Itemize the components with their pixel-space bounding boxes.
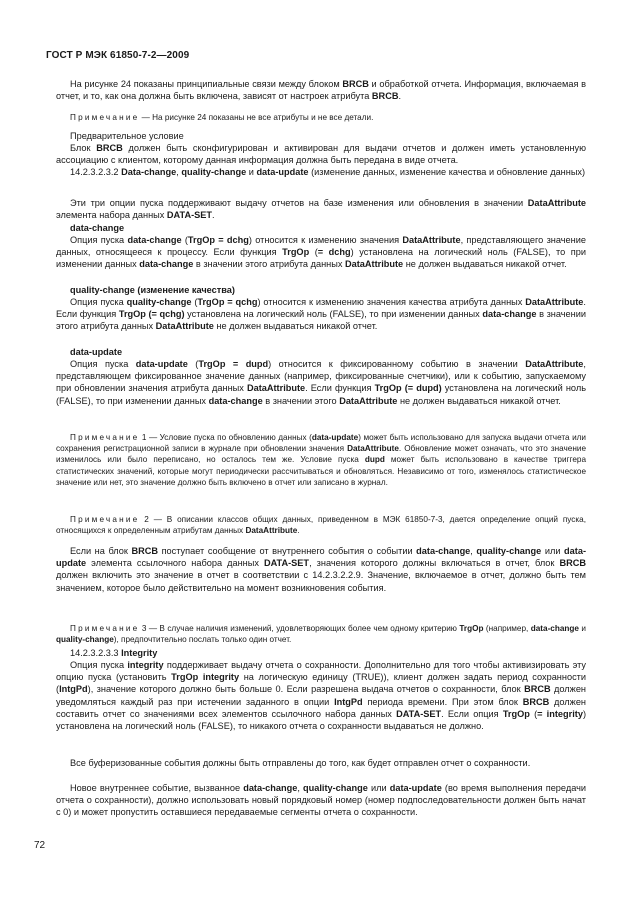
intro-paragraph: На рисунке 24 показаны принципиальные связи между блоком BRCB и обработкой отчета. Информация, включаемая в отчет, и то, как она должна быть включена, зависят от настроек атрибута BRCB. [56, 79, 586, 102]
section-14-2-3-2-3-2-heading: 14.2.3.2.3.2 Data-change, quality-change и data-update (изменение данных, изменение качества и обновление данных) [70, 167, 586, 177]
precondition-heading: Предварительное условие [70, 131, 184, 141]
section-14-2-3-2-3-3-heading: 14.2.3.2.3.3 Integrity [70, 648, 158, 658]
data-change-heading: data-change [70, 223, 125, 233]
integrity-paragraph: Опция пуска integrity поддерживает выдачу отчета о сохранности. Дополнительно для того чтобы активизировать эту опцию пуска (установить TrgOp integrity на логическую единицу (TRUE)), клиент должен задать период сохранности (IntgPd), значение которого должно быть больше 0. Если разрешена выдача отчетов о сохранности, блок BRCB должен уведомляться каждый раз при истечении заданного в опции IntgPd периода времени. При этом блок BRCB должен составить отчет со значениями всех элементов ссылочного набора данных DATA-SET. Если опция TrgOp (= integrity) установлена на логический ноль (FALSE), то никакого отчета о сохранности выдаваться не должно. [56, 660, 586, 732]
internal-event-paragraph: Если на блок BRCB поступает сообщение от внутреннего события о событии data-change, quality-change или data-update элемента ссылочного набора данных DATA-SET, значения которого должны включаться в отчет, блок BRCB должен включить это значение в отчет в соответствии с 14.2.3.2.2.9. Значение, включаемое в отчет, должно быть тем значением, которое было действительно на момент возникновения события. [56, 546, 586, 593]
document-header: ГОСТ Р МЭК 61850-7-2—2009 [46, 50, 190, 61]
quality-change-heading: quality-change (изменение качества) [70, 285, 235, 295]
page-number: 72 [34, 840, 46, 851]
note-1: Примечание 1 — Условие пуска по обновлению данных (data-update) может быть использовано для запуска выдачи отчета или сохранения регистрационной записи в журнале при обновлении значения DataAttribute. Обновление может означать, что это значение изменилось или было переписано, но осталось тем же. Условие пуска dupd может быть использовано в качестве триггера статистических значений, которые могут периодически рассчитываться и обновляться. Независимо от того, изменялось статистическое значение или нет, это значение должно быть включено в отчет или записано в журнал. [56, 433, 586, 487]
precondition-paragraph: Блок BRCB должен быть сконфигурирован и активирован для выдачи отчетов и должен иметь установленную ассоциацию с клиентом, которому данная информация должна быть передана в виде отчета. [56, 143, 586, 166]
buffered-events-paragraph: Все буферизованные события должны быть отправлены до того, как будет отправлен отчет о сохранности. [70, 758, 531, 768]
quality-change-paragraph: Опция пуска quality-change (TrgOp = qchg) относится к изменению значения качества атрибута данных DataAttribute. Если функция TrgOp (= qchg) установлена на логический ноль (FALSE), то при изменении данных data-change в значении этого атрибута данных DataAttribute не должен выдаваться никакой отчет. [56, 297, 587, 332]
note-3: Примечание 3 — В случае наличия изменений, удовлетворяющих более чем одному критерию TrgOp (например, data-change и quality-change), предпочтительно послать только один отчет. [56, 624, 586, 645]
data-update-heading: data-update [70, 347, 123, 357]
data-change-paragraph: Опция пуска data-change (TrgOp = dchg) относится к изменению значения DataAttribute, представляющего значение данных, относящееся к процессу. Если функция TrgOp (= dchg) установлена на логический ноль (FALSE), то при изменении данных data-change в значении этого атрибута данных DataAttribute не должен выдаваться никакой отчет. [56, 235, 586, 270]
new-event-paragraph: Новое внутреннее событие, вызванное data-change, quality-change или data-update (во время выполнения передачи отчета о сохранности), должно использовать новый порядковый номер (номер подпоследовательности должен быть начат с 0) и может пропустить оставшиеся передаваемые сегменты отчета о сохранности. [56, 783, 587, 818]
note-figure-24: Примечание — На рисунке 24 показаны не все атрибуты и не все детали. [70, 113, 374, 122]
note-2: Примечание 2 — В описании классов общих данных, приведенном в МЭК 61850-7-3, дается определение опций пуска, относящихся к определенным атрибутам данных DataAttribute. [56, 515, 586, 536]
three-options-paragraph: Эти три опции пуска поддерживают выдачу отчетов на базе изменения или обновления в значении DataAttribute элемента набора данных DATA-SET. [56, 198, 586, 221]
data-update-paragraph: Опция пуска data-update (TrgOp = dupd) относится к фиксированному событию в значении DataAttribute, представляющем фиксированное значение данных (например, фиксированные счетчики), или к событию, запускаемому при обновлении значения атрибута данных DataAttribute. Если функция TrgOp (= dupd) установлена на логический ноль (FALSE), то при изменении данных data-change в значении этого DataAttribute не должен выдаваться никакой отчет. [56, 359, 586, 406]
